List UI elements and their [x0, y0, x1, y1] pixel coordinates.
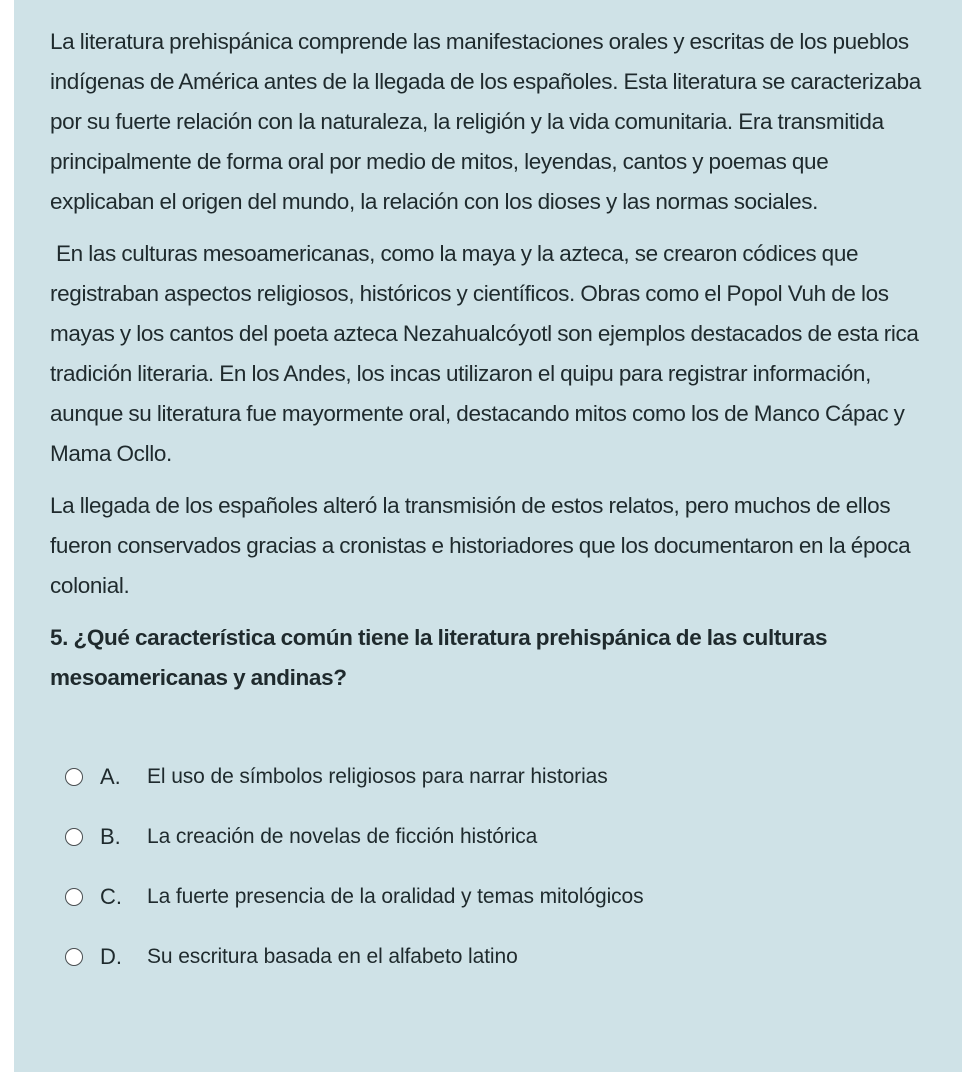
option-d[interactable]: [65, 927, 926, 987]
option-label: El uso de símbolos religiosos para narrar historias: [147, 765, 608, 788]
option-c[interactable]: [65, 867, 926, 927]
option-label: Su escritura basada en el alfabeto latino: [147, 945, 518, 968]
passage-paragraph-3: La llegada de los españoles alteró la transmisión de estos relatos, pero muchos de ellos fueron conservados gracias a cronistas e historiadores que los documentaron en la época colonial.: [50, 493, 911, 598]
passage-paragraph-2: En las culturas mesoamericanas, como la maya y la azteca, se crearon códices que registraban aspectos religiosos, históricos y científicos. Obras como el Popol Vuh de los mayas y los cantos del poeta azteca Nezahualcóyotl son ejemplos destacados de esta rica tradición literaria. En los Andes, los incas utilizaron el quipu para registrar información, aunque su literatura fue mayormente oral, destacando mitos como los de Manco Cápac y Mama Ocllo.: [50, 241, 919, 466]
radio-button-icon[interactable]: [65, 768, 83, 786]
option-letter: B.: [100, 824, 121, 849]
radio-button-icon[interactable]: [65, 948, 83, 966]
option-a[interactable]: [65, 747, 926, 807]
option-label: La creación de novelas de ficción histórica: [147, 825, 538, 848]
option-letter: D.: [100, 944, 122, 969]
answer-options: [50, 747, 926, 987]
radio-button-icon[interactable]: [65, 828, 83, 846]
question-panel: [14, 0, 962, 1072]
option-b[interactable]: [65, 807, 926, 867]
radio-button-icon[interactable]: [65, 888, 83, 906]
option-label: La fuerte presencia de la oralidad y temas mitológicos: [147, 885, 644, 908]
option-letter: C.: [100, 884, 122, 909]
passage-paragraph-1: La literatura prehispánica comprende las manifestaciones orales y escritas de los pueblos indígenas de América antes de la llegada de los españoles. Esta literatura se caracterizaba por su fuerte relación con la naturaleza, la religión y la vida comunitaria. Era transmitida principalmente de forma oral por medio de mitos, leyendas, cantos y poemas que explicaban el origen del mundo, la relación con los dioses y las normas sociales.: [50, 29, 921, 214]
question-text: 5. ¿Qué característica común tiene la literatura prehispánica de las culturas mesoamericanas y andinas?: [50, 625, 828, 690]
option-letter: A.: [100, 764, 121, 789]
